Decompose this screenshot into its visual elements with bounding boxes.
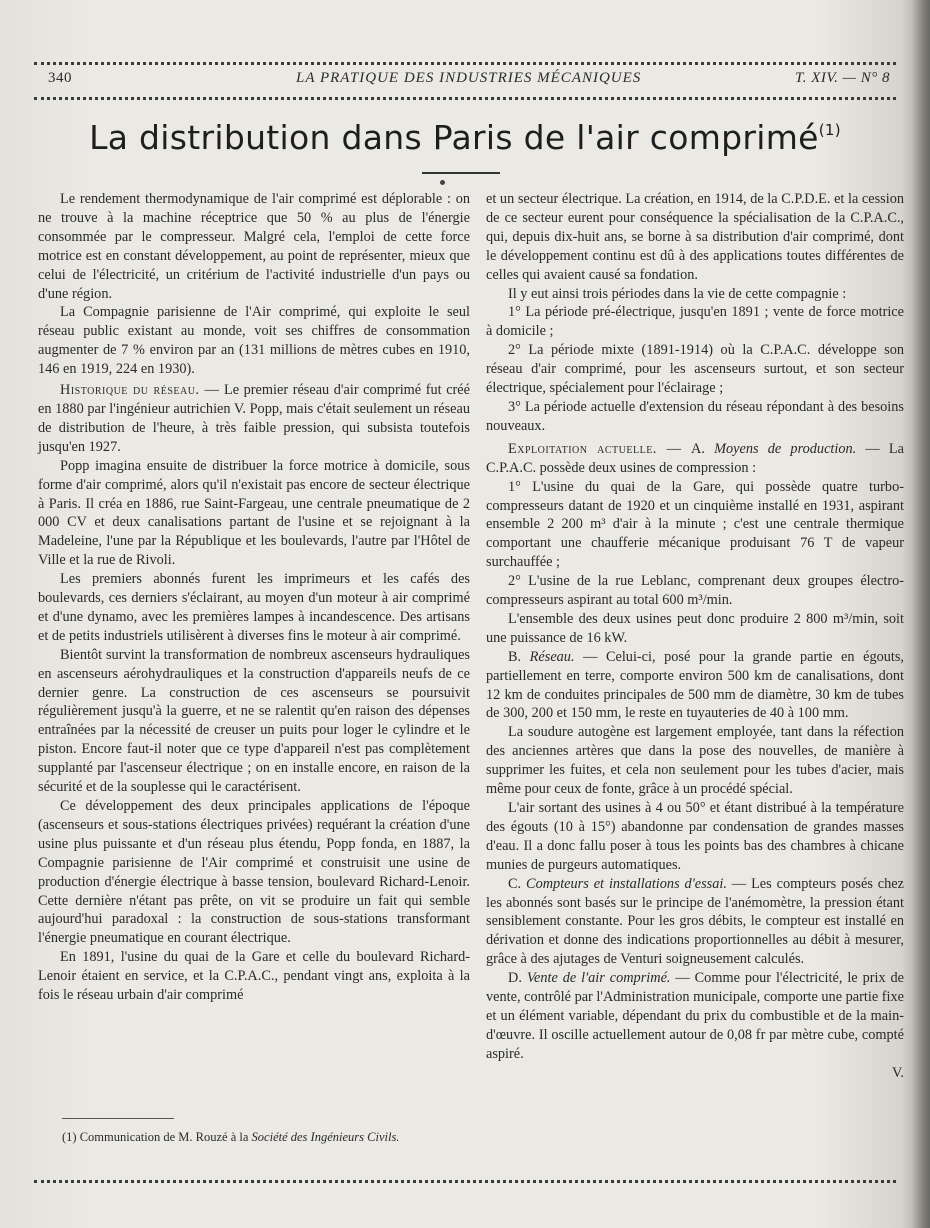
running-head <box>34 66 896 92</box>
subsection-label-d: D. <box>508 970 527 987</box>
paragraph: Bientôt survint la transformation de nombreux ascenseurs hydrauliques en ascenseurs aérohydrauliques et la construction d'appareils neufs de ce dernier genre. La construction de ces ascenseurs se poursuivit régulièrement jusqu'à la guerre, et ne se ralentit qu'en raison des dépenses entraînées par la nécessité de creuser un puits pour loger le cylindre et le piston. Encore faut-il noter que ce type d'appareil n'est pas complètement supplanté par l'ascenseur électrique ; on en installe encore, en raison de la sécurité et de la souplesse qui le caractérisent. <box>38 646 470 796</box>
subsection-label-c: C. <box>508 875 527 892</box>
volume-issue: T. XIV. — N° 8 <box>795 70 890 86</box>
paragraph: Les premiers abonnés furent les imprimeurs et les cafés des boulevards, ces derniers s'éclairant, au moyen d'un moteur à air comprimé et d'une dynamo, avec les premières lampes à incandescence. Des artisans et de petits industriels utilisèrent à diverses fins le moteur à air comprimé. <box>38 571 470 644</box>
paragraph: L'air sortant des usines à 4 ou 50° et étant distribué à la température des égouts (10 à 15°) abandonne par condensation de grandes masses d'eau. Il a donc fallu poser à tous les points bas des chambres à chicane munies de purgeurs automatiques. <box>486 800 904 873</box>
author-signature: V. <box>891 1064 904 1081</box>
page-edge-shadow <box>912 0 930 1228</box>
page-number: 340 <box>48 70 72 86</box>
paragraph: Il y eut ainsi trois périodes dans la vie de cette compagnie : <box>508 285 847 302</box>
ornament-dot <box>440 180 445 185</box>
dash: — <box>726 875 752 892</box>
paragraph: et un secteur électrique. La création, en 1914, de la C.P.D.E. et la cession de ce secteur eurent pour conséquence la spécialisation de la C.P.A.C., qui, depuis dix-huit ans, se borne à sa distribution d'air comprimé, dont le développement continu est dû à des applications toutes différentes de celles qui avaient causé sa fondation. <box>486 191 904 283</box>
dash: — <box>574 648 606 665</box>
paragraph-text: Celui-ci, posé pour la grande partie en égouts, partiellement en terre, comporte environ 500 km de canalisations, dont 12 km de conduites principales de 500 mm de diamètre, 30 km de tubes de 300, 200 et 150 mm, le reste en tuyauteries de 40 à 100 mm. <box>486 648 904 722</box>
paragraph: Le rendement thermodynamique de l'air comprimé est déplorable : on ne trouve à la machine réceptrice que 50 % au plus de l'énergie consommée par le compresseur. Malgré cela, l'emploi de cette force motrice est en constant développement, au point de représenter, mieux que celui de l'électricité, un critérium de l'activité industrielle d'un pays ou d'une région. <box>38 191 470 302</box>
bottom-rule <box>34 1180 896 1183</box>
paragraph: La Compagnie parisienne de l'Air comprimé, qui exploite le seul réseau public existant au monde, voit ses chiffres de consommation augmenter de 7 % environ par an (131 millions de mètres cubes en 1910, 146 en 1919, 224 en 1930). <box>38 304 470 378</box>
paragraph-text: Les compteurs posés chez les abonnés sont basés sur le principe de l'anémomètre, la pression étant sensiblement constante. Pour les gros débits, le compteur est installé en dérivation et donne des indications proportionnelles au débit à mesurer, grâce à des ajutages de Venturi soigneusement calculés. <box>486 875 904 968</box>
title-underline <box>422 172 500 174</box>
footnote-rule <box>62 1118 174 1119</box>
subsection-title-b: Réseau. <box>529 648 575 665</box>
footnote <box>62 1130 480 1145</box>
paragraph-reseau <box>486 648 904 724</box>
paragraph: En 1891, l'usine du quai de la Gare et celle du boulevard Richard-Lenoir étaient en service, et la C.P.A.C., pendant vingt ans, exploita à la fois le réseau urbain d'air comprimé <box>38 949 470 1004</box>
dash: — <box>670 970 695 987</box>
paragraph-vente <box>486 969 904 1064</box>
right-column <box>486 190 904 1083</box>
paragraph-text: Comme pour l'électricité, le prix de vente, contrôlé par l'Administration municipale, comporte une partie fixe et un élément variable, dépendant du prix du combustible et de la main-d'œuvre. Il oscille actuellement autour de 0,08 fr par mètre cube, compté aspiré. <box>486 970 905 1062</box>
footnote-marker: (1) <box>62 1130 77 1144</box>
article-title-text: La distribution dans Paris de l'air comprimé <box>89 118 819 157</box>
list-item: 1° L'usine du quai de la Gare, qui possède quatre turbo-compresseurs datant de 1920 et un cinquième installé en 1931, aspirant ensemble 2 200 m³ d'air à la minute ; c'est une centrale thermique comportant une chaufferie mécanique produisant 76 T de vapeur surchauffée ; <box>486 478 904 571</box>
dash: — <box>856 440 880 457</box>
subsection-title-c: Compteurs et installations d'essai. <box>526 875 727 892</box>
paragraph-historique <box>38 381 470 457</box>
paragraph-compteurs <box>486 875 904 970</box>
subsection-label-a: A. <box>691 440 715 457</box>
subsection-label-b: B. <box>508 648 530 665</box>
list-item: 2° La période mixte (1891-1914) où la C.P.A.C. développe son réseau d'air comprimé, pour les ascenseurs surtout, et son secteur électrique, spécialement pour l'éclairage ; <box>486 342 904 397</box>
paragraph: Ce développement des deux principales applications de l'époque (ascenseurs et sous-stations électriques privées) requérant la création d'une usine plus puissante et d'un réseau plus étendu, Popp fonda, en 1887, la Compagnie parisienne de l'Air comprimé et construisit une usine de production d'énergie électrique à basse tension, boulevard Richard-Lenoir. Cette dernière n'étant pas prête, on vit se produire un fait qui semble aujourd'hui paradoxal : la construction de sous-stations transformant l'énergie pneumatique en courant électrique. <box>38 798 470 947</box>
paragraph: La soudure autogène est largement employée, tant dans la réfection des anciennes artères que dans la pose des nouvelles, de manière à supprimer les fuites, et cela non seulement pour les tubes d'acier, mais même pour ceux de fonte, grâce à un procédé spécial. <box>486 724 904 798</box>
header-rule <box>34 97 896 100</box>
footnote-text: Communication de M. Rouzé à la <box>76 1130 252 1144</box>
subsection-title-d: Vente de l'air comprimé. <box>526 970 671 987</box>
journal-title: LA PRATIQUE DES INDUSTRIES MÉCANIQUES <box>296 70 642 86</box>
section-heading-exploitation: Exploitation actuelle. — <box>508 440 692 457</box>
list-item: 3° La période actuelle d'extension du réseau répondant à des besoins nouveaux. <box>486 398 904 434</box>
section-heading-historique: Historique du réseau. — <box>60 382 220 399</box>
paragraph-exploitation <box>486 440 904 478</box>
paragraph: L'ensemble des deux usines peut donc produire 2 800 m³/min, soit une puissance de 16 kW. <box>486 610 904 646</box>
left-column <box>38 190 470 1005</box>
paragraph-text: Le premier réseau d'air comprimé fut créé en 1880 par l'ingénieur autrichien V. Popp, mais c'était seulement un réseau de distribution de l'heure, à très faible pression, qui subsista toutefois jusqu'en 1927. <box>38 382 470 455</box>
list-item: 1° La période pré-électrique, jusqu'en 1891 ; vente de force motrice à domicile ; <box>486 304 904 340</box>
top-rule <box>34 62 896 65</box>
subsection-title-a: Moyens de production. <box>714 440 857 457</box>
article-title <box>0 118 930 157</box>
paragraph: Popp imagina ensuite de distribuer la force motrice à domicile, sous forme d'air comprimé, alors qu'il n'existait pas encore de secteur électrique à Paris. Il créa en 1886, rue Saint-Fargeau, une centrale pneumatique de 2 000 CV et deux canalisations partant de l'usine et se rejoignant à la Madeleine, l'une par la République et les boulevards, l'autre par l'Hôtel de Ville et la rue de Rivoli. <box>38 457 470 569</box>
list-item: 2° L'usine de la rue Leblanc, comprenant deux groupes électro-compresseurs aspirant au total 600 m³/min. <box>486 573 904 609</box>
title-footnote-ref: (1) <box>818 121 841 139</box>
paragraph-text: La C.P.A.C. possède deux usines de compression : <box>486 440 904 476</box>
footnote-society: Société des Ingénieurs Civils. <box>251 1130 400 1144</box>
